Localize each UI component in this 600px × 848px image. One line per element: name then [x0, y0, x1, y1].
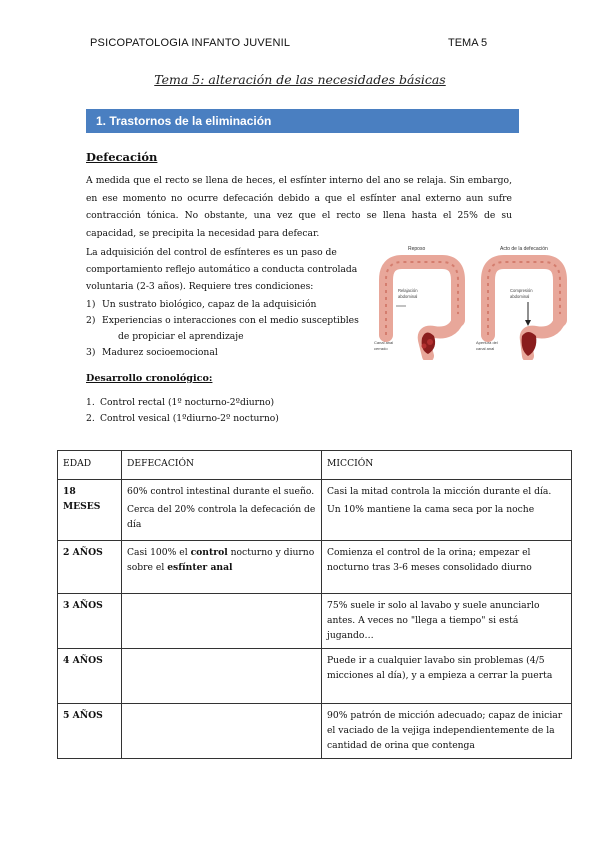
miccion-cell: 75% suele ir solo al lavabo y suele anunciarlo antes. A veces no "llega a tiempo" si está jugando…	[322, 594, 572, 649]
svg-text:Compresión: Compresión	[510, 288, 533, 293]
svg-text:Acto de la defecación: Acto de la defecación	[500, 246, 548, 252]
table-row	[58, 594, 572, 649]
header-miccion: MICCIÓN	[322, 451, 572, 480]
conditions-list	[86, 297, 376, 361]
svg-text:cerrado: cerrado	[374, 346, 388, 351]
miccion-cell: 90% patrón de micción adecuado; capaz de iniciar el vaciado de la vejiga independientemente de la cantidad de orina que contenga	[322, 704, 572, 759]
header-edad: EDAD	[58, 451, 122, 480]
svg-text:Relajación: Relajación	[398, 288, 418, 293]
defecacion-cell	[122, 649, 322, 704]
desarrollo-list	[86, 395, 279, 427]
table-row	[58, 541, 572, 594]
svg-text:Apertura del: Apertura del	[476, 340, 498, 345]
table-row	[58, 704, 572, 759]
age-cell: 18 MESES	[58, 480, 122, 541]
svg-text:abdominal: abdominal	[510, 294, 530, 299]
desarrollo-heading: Desarrollo cronológico:	[86, 373, 213, 384]
list-item	[86, 411, 279, 427]
list-text-continued: de propiciar el aprendizaje	[118, 331, 244, 342]
section-banner: 1. Trastornos de la eliminación	[86, 109, 519, 133]
miccion-cell: Puede ir a cualquier lavabo sin problemas (4/5 micciones al día), y a empieza a cerrar la puerta	[322, 649, 572, 704]
running-header-topic: TEMA 5	[448, 37, 488, 49]
defecacion-cell: 60% control intestinal durante el sueño. Cerca del 20% controla la defecación de día	[122, 480, 322, 541]
table-header-row	[58, 451, 572, 480]
age-cell: 2 AÑOS	[58, 541, 122, 594]
svg-text:abdominal: abdominal	[398, 294, 418, 299]
table-row	[58, 649, 572, 704]
list-item	[86, 313, 376, 345]
header-defecacion: DEFECACIÓN	[122, 451, 322, 480]
list-text: Experiencias o interacciones con el medio susceptibles	[102, 315, 359, 326]
miccion-cell: Comienza el control de la orina; empezar el nocturno tras 3-6 meses consolidado diurno	[322, 541, 572, 594]
age-cell: 5 AÑOS	[58, 704, 122, 759]
page-title: Tema 5: alteración de las necesidades básicas	[154, 72, 446, 87]
defecacion-heading: Defecación	[86, 150, 158, 164]
list-text: Madurez socioemocional	[102, 347, 218, 358]
list-number: 1.	[86, 397, 95, 408]
development-table	[57, 450, 572, 759]
svg-text:Reposo: Reposo	[408, 246, 426, 252]
defecacion-cell: Casi 100% el control nocturno y diurno sobre el esfínter anal	[122, 541, 322, 594]
miccion-cell: Casi la mitad controla la micción durante el día. Un 10% mantiene la cama seca por la noche	[322, 480, 572, 541]
defecacion-paragraph: A medida que el recto se llena de heces, el esfínter interno del ano se relaja. Sin embargo, en ese momento no ocurre defecación debido a que el esfínter anal externo aun sufre contracción tónica. No obstante, una vez que el recto se llena hasta el 25% de su capacidad, se precipita la necesidad para defecar.	[86, 175, 512, 239]
running-header-title: PSICOPATOLOGIA INFANTO JUVENIL	[90, 37, 291, 49]
list-item	[86, 345, 376, 361]
list-text: Control rectal (1º nocturno-2ºdiurno)	[100, 397, 275, 408]
list-text: Un sustrato biológico, capaz de la adquisición	[102, 299, 317, 310]
list-item	[86, 395, 279, 411]
colon-defecation-figure	[476, 246, 560, 356]
list-text: Control vesical (1ºdiurno-2º nocturno)	[100, 413, 279, 424]
age-cell: 3 AÑOS	[58, 594, 122, 649]
colon-illustration	[372, 240, 572, 360]
colon-rest-figure	[374, 246, 458, 356]
defecacion-cell	[122, 594, 322, 649]
list-number: 2.	[86, 413, 95, 424]
defecacion-cell	[122, 704, 322, 759]
age-cell: 4 AÑOS	[58, 649, 122, 704]
list-number: 1)	[86, 299, 96, 310]
svg-text:Canal anal: Canal anal	[374, 340, 394, 345]
list-item	[86, 297, 376, 313]
list-number: 2)	[86, 315, 96, 326]
list-number: 3)	[86, 347, 96, 358]
svg-text:canal anal: canal anal	[476, 346, 495, 351]
table-row	[58, 480, 572, 541]
esfinter-paragraph: La adquisición del control de esfínteres es un paso de comportamiento reflejo automático a conducta controlada voluntaria (2-3 años). Requiere tres condiciones:	[86, 247, 358, 292]
